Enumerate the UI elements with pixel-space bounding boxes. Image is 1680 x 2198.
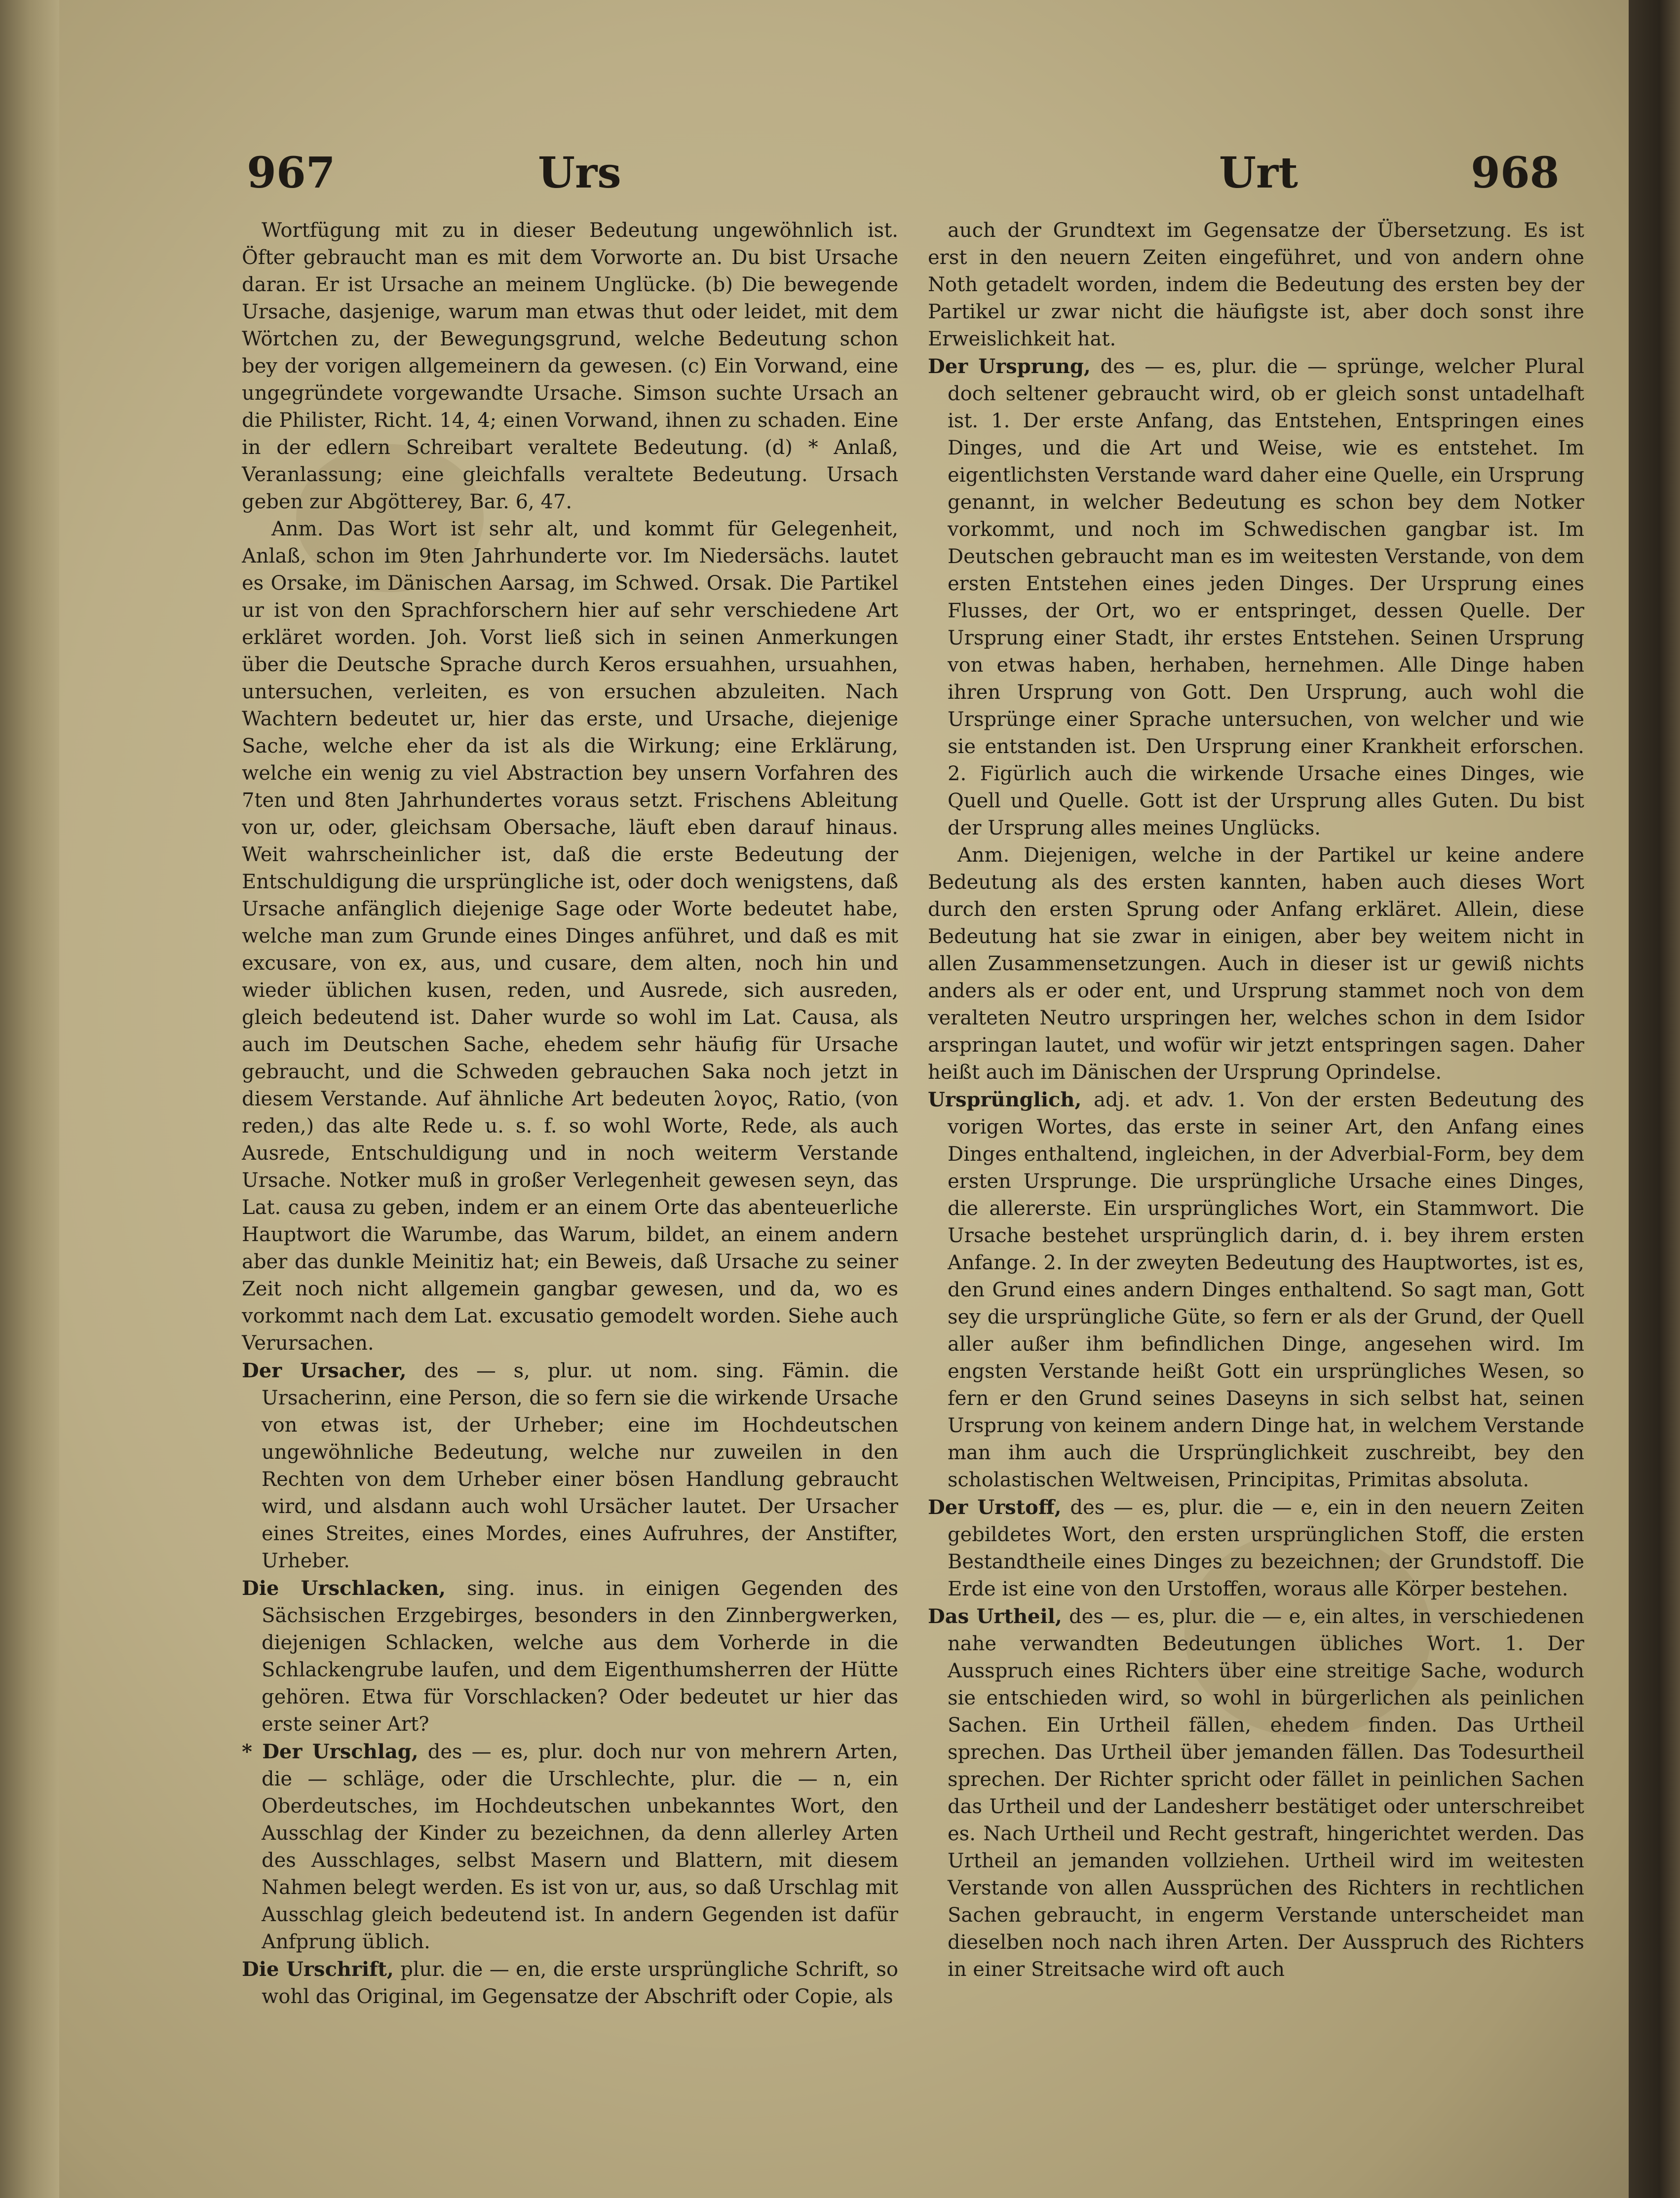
dictionary-entry — [242, 1956, 898, 2010]
dictionary-entry — [242, 1357, 898, 1575]
dictionary-entry — [928, 1603, 1584, 1983]
entry-headword: * Der Urschlag, — [242, 1740, 419, 1763]
annotation-paragraph: Anm. Das Wort ist sehr alt, und kommt für Gelegenheit, Anlaß, schon im 9ten Jahrhunderte vor. Im Niedersächs. lautet es Orsake, im Dänischen Aarsag, im Schwed. Orsak. Die Partikel ur ist von den Sprachforschern hier auf sehr verschiedene Art erkläret worden. Joh. Vorst ließ sich in seinen Anmerkungen über die Deutsche Sprache durch Keros ersuahhen, ursuahhen, untersuchen, verleiten, es von ersuchen abzuleiten. Nach Wachtern bedeutet ur, hier das erste, und Ursache, diejenige Sache, welche eher da ist als die Wirkung; eine Erklärung, welche ein wenig zu viel Abstraction bey unsern Vorfahren des 7ten und 8ten Jahrhundertes voraus setzt. Frischens Ableitung von ur, oder, gleichsam Obersache, läuft eben darauf hinaus. Weit wahrscheinlicher ist, daß die erste Bedeutung der Entschuldigung die ursprüngliche ist, oder doch wenigstens, daß Ursache anfänglich diejenige Sage oder Worte bedeutet habe, welche man zum Grunde eines Dinges anführet, und daß es mit excusare, von ex, aus, und cusare, dem alten, noch hin und wieder üblichen kusen, reden, und Ausrede, sich ausreden, gleich bedeutend ist. Daher wurde so wohl im Lat. Causa, als auch im Deutschen Sache, ehedem sehr häufig für Ursache gebraucht, und die Schweden gebrauchen Saka noch jetzt in diesem Verstande. Auf ähnliche Art bedeuten λογος, Ratio, (von reden,) das alte Rede u. s. f. so wohl Worte, Rede, als auch Ausrede, Entschuldigung und in noch weiterm Verstande Ursache. Notker muß in großer Verlegenheit gewesen seyn, das Lat. causa zu geben, indem er an einem Orte das abenteuerliche Hauptwort die Warumbe, das Warum, bildet, an einem andern aber das dunkle Meinitiz hat; ein Beweis, daß Ursache zu seiner Zeit noch nicht allgemein gangbar gewesen, und da, wo es vorkommt nach dem Lat. excusatio gemodelt worden. Siehe auch Verursachen. — [242, 518, 898, 1355]
entry-headword: Die Urschrift, — [242, 1958, 394, 1981]
entry-text: plur. die — en, die erste ursprüngliche Schrift, so wohl das Original, im Gegensatze der Abschrift oder Copie, als — [262, 1958, 899, 2008]
entry-text: des — es, plur. die — sprünge, welcher Plural doch seltener gebraucht wird, ob er gleich sonst untadelhaft ist. 1. Der erste Anfang, das Entstehen, Entspringen eines Dinges, und die Art und Weise, wie es entstehet. Im eigentlichsten Verstande ward daher eine Quelle, ein Ursprung genannt, in welcher Bedeutung es schon bey dem Notker vorkommt, und noch im Schwedischen gangbar ist. Im Deutschen gebraucht man es im weitesten Verstande, von dem ersten Entstehen eines jeden Dinges. Der Ursprung eines Flusses, der Ort, wo er entspringet, dessen Quelle. Der Ursprung einer Stadt, ihr erstes Entstehen. Seinen Ursprung von etwas haben, herhaben, hernehmen. Alle Dinge haben ihren Ursprung von Gott. Den Ursprung, auch wohl die Ursprünge einer Sprache untersuchen, von welcher und wie sie entstanden ist. Den Ursprung einer Krankheit erforschen. 2. Figürlich auch die wirkende Ursache eines Dinges, wie Quell und Quelle. Gott ist der Ursprung alles Guten. Du bist der Ursprung alles meines Unglücks. — [948, 355, 1584, 839]
left-column — [242, 217, 898, 2010]
entry-headword: Der Ursprung, — [928, 355, 1091, 378]
entry-text: sing. inus. in einigen Gegenden des Sächsischen Erzgebirges, besonders in den Zinnbergwerken, diejenigen Schlacken, welche aus dem Vorherde in die Schlackengrube laufen, und dem Eigenthumsherren der Hütte gehören. Etwa für Vorschlacken? Oder bedeutet ur hier das erste seiner Art? — [262, 1577, 899, 1736]
entry-text: des — es, plur. die — e, ein altes, in verschiedenen nahe verwandten Bedeutungen übliches Wort. 1. Der Ausspruch eines Richters über eine streitige Sache, wodurch sie entschieden wird, so wohl in bürgerlichen als peinlichen Sachen. Ein Urtheil fällen, ehedem finden. Das Urtheil sprechen. Das Urtheil über jemanden fällen. Das Todesurtheil sprechen. Der Richter spricht oder fället in peinlichen Sachen das Urtheil und der Landesherr bestätiget oder unterschreibet es. Nach Urtheil und Recht gestraft, hingerichtet werden. Das Urtheil an jemanden vollziehen. Urtheil wird im weitesten Verstande von allen Aussprüchen des Richters in rechtlichen Sachen gebraucht, in engerm Verstande unterscheidet man dieselben noch nach ihren Arten. Der Ausspruch des Richters in einer Streitsache wird oft auch — [948, 1605, 1584, 1981]
entry-headword: Ursprünglich, — [928, 1088, 1082, 1111]
annotation-paragraph: Anm. Diejenigen, welche in der Partikel ur keine andere Bedeutung als des ersten kannten, haben auch dieses Wort durch den ersten Sprung oder Anfang erkläret. Allein, diese Bedeutung hat sie zwar in einigen, aber bey weitem nicht in allen Zusammensetzungen. Auch in dieser ist ur gewiß nichts anders als er oder ent, und Ursprung stammet noch von dem veralteten Neutro urspringen her, welches schon in dem Isidor arspringan lautet, und wofür wir jetzt entspringen sagen. Daher heißt auch im Dänischen der Ursprung Oprindelse. — [928, 844, 1584, 1084]
right-page-number: 968 — [1471, 148, 1560, 198]
entry-text: des — es, plur. doch nur von mehrern Arten, die — schläge, oder die Urschlechte, plur. die — n, ein Oberdeutsches, im Hochdeutschen unbekanntes Wort, den Ausschlag der Kinder zu bezeichnen, da denn allerley Arten des Ausschlages, selbst Masern und Blattern, mit diesem Nahmen belegt werden. Es ist von ur, aus, so daß Urschlag mit Ausschlag gleich bedeutend ist. In andern Gegenden ist dafür Anfprung üblich. — [262, 1741, 898, 1953]
book-edge — [1629, 0, 1680, 2198]
entry-text: des — es, plur. die — e, ein in den neuern Zeiten gebildetes Wort, den ersten ursprünglichen Stoff, die ersten Bestandtheile eines Dinges zu bezeichnen; der Grundstoff. Die Erde ist eine von den Urstoffen, woraus alle Körper bestehen. — [948, 1496, 1584, 1600]
left-catchword: Urs — [538, 148, 621, 198]
dictionary-entry — [928, 1086, 1584, 1494]
entry-headword: Der Urstoff, — [928, 1496, 1062, 1519]
right-catchword: Urt — [1219, 148, 1298, 198]
page-spine-shadow — [0, 0, 59, 2198]
entry-headword: Das Urtheil, — [928, 1605, 1062, 1628]
dictionary-entry — [242, 1575, 898, 1738]
entry-text: des — s, plur. ut nom. sing. Fämin. die Ursacherinn, eine Person, die so fern sie die wirkende Ursache von etwas ist, der Urheber; eine im Hochdeutschen ungewöhnliche Bedeutung, welche nur zuweilen in den Rechten von dem Urheber einer bösen Handlung gebraucht wird, und alsdann auch wohl Ursächer lautet. Der Ursacher eines Streites, eines Mordes, eines Aufruhres, der Anstifter, Urheber. — [262, 1360, 899, 1572]
left-page-number: 967 — [247, 148, 336, 198]
continuation-paragraph: Wortfügung mit zu in dieser Bedeutung ungewöhnlich ist. Öfter gebraucht man es mit dem Vorworte an. Du bist Ursache daran. Er ist Ursache an meinem Unglücke. (b) Die bewegende Ursache, dasjenige, warum man etwas thut oder leidet, mit dem Wörtchen zu, der Bewegungsgrund, welche Bedeutung schon bey der vorigen allgemeinern da gewesen. (c) Ein Vorwand, eine ungegründete vorgewandte Ursache. Simson suchte Ursach an die Philister, Richt. 14, 4; einen Vorwand, ihnen zu schaden. Eine in der edlern Schreibart veraltete Bedeutung. (d) * Anlaß, Veranlassung; eine gleichfalls veraltete Bedeutung. Ursach geben zur Abgötterey, Bar. 6, 47. — [242, 219, 898, 513]
entry-text: adj. et adv. 1. Von der ersten Bedeutung des vorigen Wortes, das erste in seiner Art, den Anfang eines Dinges enthaltend, ingleichen, in der Adverbial-Form, bey dem ersten Ursprunge. Die ursprüngliche Ursache eines Dinges, die allererste. Ein ursprüngliches Wort, ein Stammwort. Die Ursache bestehet ursprünglich darin, d. i. bey ihrem ersten Anfange. 2. In der zweyten Bedeutung des Hauptwortes, ist es, den Grund eines andern Dinges enthaltend. So sagt man, Gott sey die ursprüngliche Güte, so fern er als der Grund, der Quell aller außer ihm befindlichen Dinge, angesehen wird. Im engsten Verstande heißt Gott ein ursprüngliches Wesen, so fern er den Grund seines Daseyns in sich selbst hat, seinen Ursprung von keinem andern Dinge hat, in welchem Verstande man ihm auch die Ursprünglichkeit zuschreibt, bey den scholastischen Weltweisen, Principitas, Primitas absoluta. — [948, 1089, 1584, 1491]
continuation-paragraph: auch der Grundtext im Gegensatze der Übersetzung. Es ist erst in den neuern Zeiten eingeführet, und von andern ohne Noth getadelt worden, indem die Bedeutung des ersten bey der Partikel ur zwar nicht die häufigste ist, aber doch sonst ihre Erweislichkeit hat. — [928, 219, 1584, 350]
dictionary-entry — [242, 1738, 898, 1956]
entry-headword: Der Ursacher, — [242, 1359, 407, 1382]
entry-headword: Die Urschlacken, — [242, 1577, 446, 1600]
right-column — [928, 217, 1584, 1983]
dictionary-entry — [928, 1494, 1584, 1603]
dictionary-entry — [928, 353, 1584, 842]
